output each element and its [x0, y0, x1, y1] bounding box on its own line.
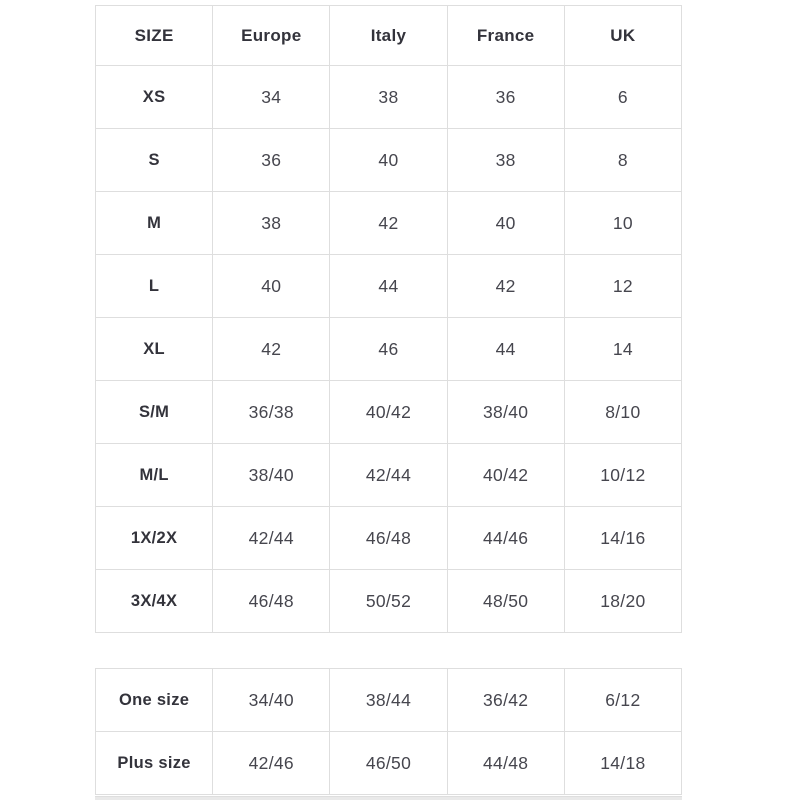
- size-value-cell: 38/44: [330, 669, 447, 732]
- size-value-cell: 14: [564, 318, 681, 381]
- size-conversion-table: [95, 5, 682, 633]
- size-value-cell: 42/44: [330, 444, 447, 507]
- size-value-cell: 6: [564, 66, 681, 129]
- size-value-cell: 12: [564, 255, 681, 318]
- header-uk: UK: [564, 6, 681, 66]
- table-row: [96, 381, 682, 444]
- table-row: [96, 66, 682, 129]
- size-label-cell: XL: [96, 318, 213, 381]
- size-value-cell: 40/42: [330, 381, 447, 444]
- size-value-cell: 48/50: [447, 570, 564, 633]
- size-value-cell: 38: [330, 66, 447, 129]
- size-label-cell: M: [96, 192, 213, 255]
- size-value-cell: 42/44: [213, 507, 330, 570]
- size-value-cell: 44/48: [447, 732, 564, 795]
- table-row: [96, 129, 682, 192]
- size-value-cell: 40: [447, 192, 564, 255]
- size-value-cell: 34: [213, 66, 330, 129]
- size-label-cell: Plus size: [96, 732, 213, 795]
- size-label-cell: One size: [96, 669, 213, 732]
- size-value-cell: 46: [330, 318, 447, 381]
- size-value-cell: 42/46: [213, 732, 330, 795]
- size-value-cell: 44: [330, 255, 447, 318]
- table-row: [96, 255, 682, 318]
- size-value-cell: 46/48: [330, 507, 447, 570]
- size-value-cell: 40: [330, 129, 447, 192]
- size-value-cell: 42: [447, 255, 564, 318]
- header-europe: Europe: [213, 6, 330, 66]
- size-value-cell: 8/10: [564, 381, 681, 444]
- size-value-cell: 40: [213, 255, 330, 318]
- size-value-cell: 42: [213, 318, 330, 381]
- size-label-cell: XS: [96, 66, 213, 129]
- size-value-cell: 36: [447, 66, 564, 129]
- size-value-cell: 36/38: [213, 381, 330, 444]
- table-row: [96, 507, 682, 570]
- size-value-cell: 40/42: [447, 444, 564, 507]
- size-label-cell: L: [96, 255, 213, 318]
- table-row: [96, 570, 682, 633]
- table-row: [96, 318, 682, 381]
- special-sizes-table: [95, 668, 682, 795]
- size-value-cell: 46/48: [213, 570, 330, 633]
- size-value-cell: 38: [447, 129, 564, 192]
- table-row: [96, 732, 682, 795]
- table-row: [96, 669, 682, 732]
- header-row: [96, 6, 682, 66]
- size-label-cell: 3X/4X: [96, 570, 213, 633]
- size-label-cell: M/L: [96, 444, 213, 507]
- size-value-cell: 38/40: [447, 381, 564, 444]
- table-row: [96, 192, 682, 255]
- header-france: France: [447, 6, 564, 66]
- cropped-next-table-edge: [95, 796, 682, 800]
- table-row: [96, 444, 682, 507]
- size-label-cell: S: [96, 129, 213, 192]
- size-value-cell: 34/40: [213, 669, 330, 732]
- size-value-cell: 36/42: [447, 669, 564, 732]
- size-value-cell: 42: [330, 192, 447, 255]
- size-value-cell: 14/18: [564, 732, 681, 795]
- size-value-cell: 36: [213, 129, 330, 192]
- size-value-cell: 50/52: [330, 570, 447, 633]
- size-value-cell: 10/12: [564, 444, 681, 507]
- size-value-cell: 46/50: [330, 732, 447, 795]
- size-value-cell: 38/40: [213, 444, 330, 507]
- header-size: SIZE: [96, 6, 213, 66]
- size-value-cell: 44: [447, 318, 564, 381]
- size-value-cell: 38: [213, 192, 330, 255]
- size-value-cell: 6/12: [564, 669, 681, 732]
- size-value-cell: 14/16: [564, 507, 681, 570]
- header-italy: Italy: [330, 6, 447, 66]
- size-value-cell: 10: [564, 192, 681, 255]
- size-value-cell: 44/46: [447, 507, 564, 570]
- size-value-cell: 8: [564, 129, 681, 192]
- size-label-cell: S/M: [96, 381, 213, 444]
- size-value-cell: 18/20: [564, 570, 681, 633]
- size-label-cell: 1X/2X: [96, 507, 213, 570]
